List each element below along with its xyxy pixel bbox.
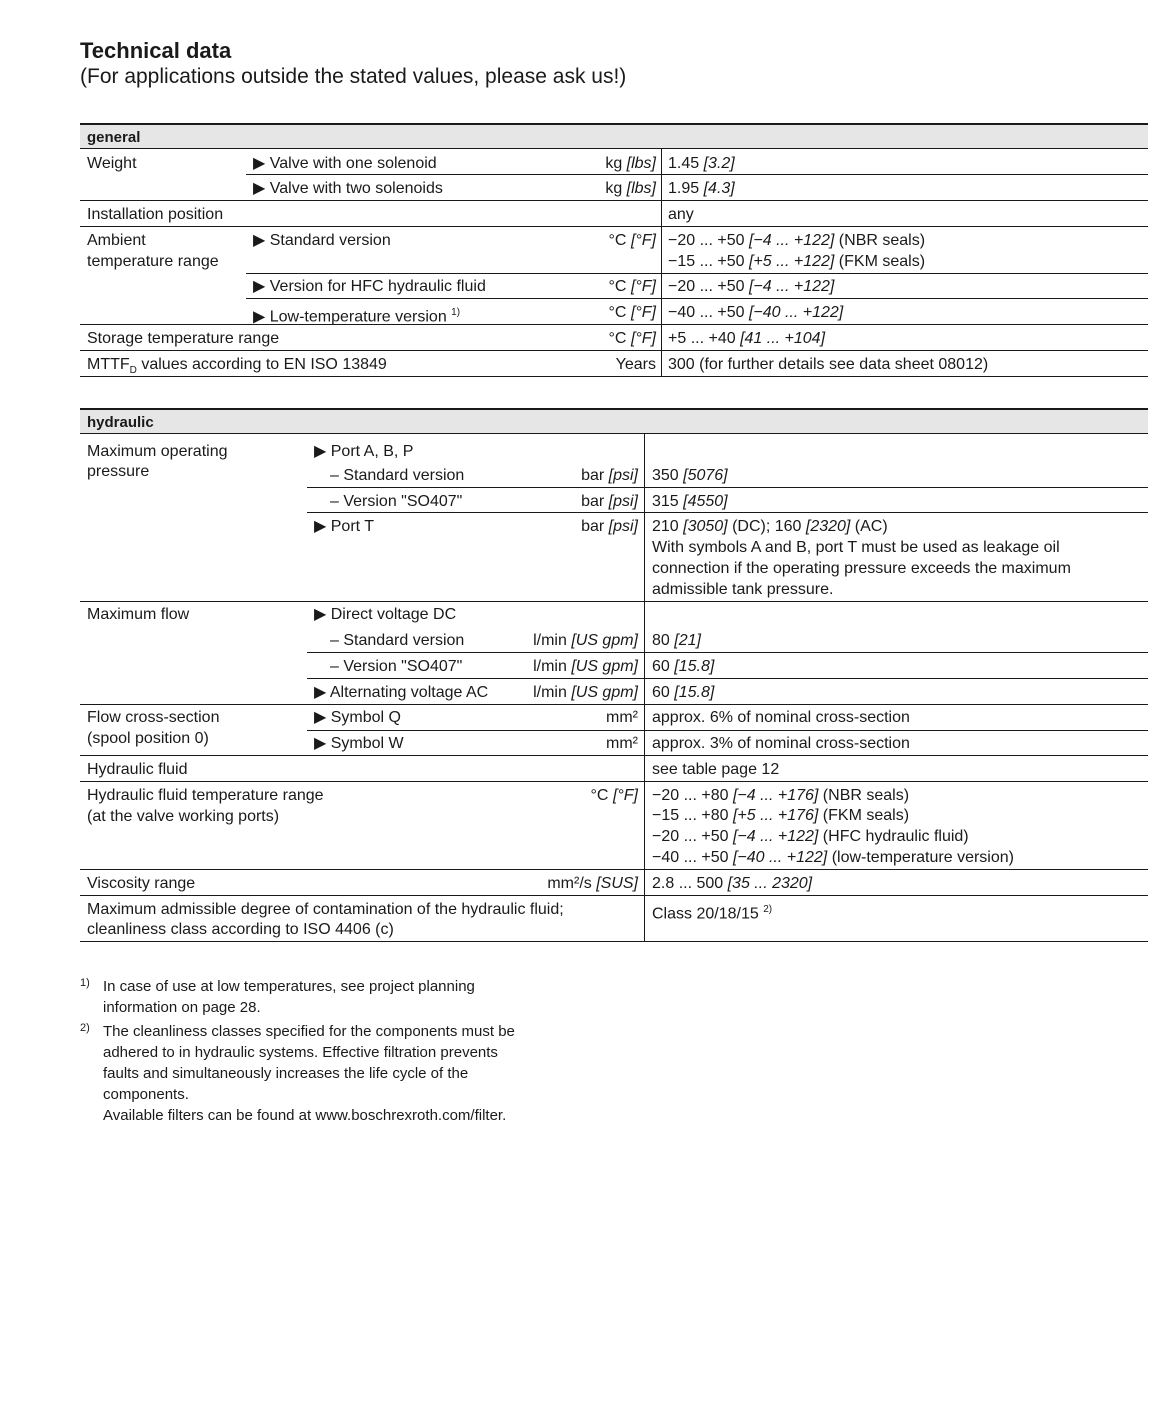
general-table (80, 123, 1148, 377)
pressure-std-value: 350 [5076] (652, 467, 728, 484)
viscosity-value: 2.8 ... 500 [35 ... 2320] (652, 875, 813, 892)
ambient-low-label: ▶ Low-temperature version $^{1)}$ (253, 307, 461, 326)
flow-std-unit: l/min [US gpm] (533, 632, 638, 649)
pressure-portt-value-1: 210 [3050] (DC); 160 [2320] (AC) (652, 518, 888, 535)
pressure-label-2: pressure (87, 463, 150, 480)
ambient-std-label: ▶ Standard version (253, 232, 391, 249)
page-subtitle: (For applications outside the stated values, please ask us!) (80, 65, 627, 88)
pressure-port-abp: ▶ Port A, B, P (314, 443, 414, 460)
flow-label: Maximum flow (87, 606, 190, 623)
pressure-std-unit: bar [psi] (581, 467, 638, 484)
hydraulic-table (80, 408, 1148, 943)
mttf-unit: Years (615, 356, 656, 373)
footnote-2-line: adhered to in hydraulic systems. Effective filtration prevents (103, 1044, 498, 1061)
cross-q-value: approx. 6% of nominal cross-section (652, 709, 910, 726)
page-title: Technical data (80, 38, 232, 63)
ambient-low-value: −40 ... +50 [−40 ... +122] (668, 304, 844, 321)
footnote-2-number: 2) (80, 1022, 90, 1034)
ambient-label-2: temperature range (87, 253, 219, 270)
weight-one-unit: kg [lbs] (605, 155, 656, 172)
flow-ac-unit: l/min [US gpm] (533, 684, 638, 701)
ambient-std-value-2: −15 ... +50 [+5 ... +122] (FKM seals) (668, 253, 926, 270)
cross-label-2: (spool position 0) (87, 730, 209, 747)
pressure-portt-label: ▶ Port T (314, 518, 375, 535)
general-heading: general (80, 123, 1148, 149)
fluid-temp-unit: °C [°F] (590, 787, 638, 804)
flow-ac-label: ▶ Alternating voltage AC (314, 684, 489, 701)
storage-label: Storage temperature range (87, 330, 280, 347)
fluid-temp-value-3: −20 ... +50 [−4 ... +122] (HFC hydraulic fluid) (652, 828, 969, 845)
footnote-1-line: information on page 28. (103, 999, 261, 1016)
fluid-temp-value-4: −40 ... +50 [−40 ... +122] (low-temperature version) (652, 849, 1014, 866)
ambient-hfc-value: −20 ... +50 [−4 ... +122] (668, 278, 835, 295)
fluid-temp-label-1: Hydraulic fluid temperature range (87, 787, 324, 804)
footnote-2-line: components. (103, 1086, 189, 1103)
cross-w-unit: mm² (606, 735, 638, 752)
fluid-temp-value-1: −20 ... +80 [−4 ... +176] (NBR seals) (652, 787, 910, 804)
pressure-portt-value-3: connection if the operating pressure exceeds the maximum (652, 560, 1071, 577)
cross-label-1: Flow cross-section (87, 709, 220, 726)
weight-label: Weight (87, 155, 137, 172)
footnote-1-number: 1) (80, 977, 90, 989)
ambient-std-value-1: −20 ... +50 [−4 ... +122] (NBR seals) (668, 232, 926, 249)
pressure-portt-value-2: With symbols A and B, port T must be used as leakage oil (652, 539, 1060, 556)
ambient-std-unit: °C [°F] (608, 232, 656, 249)
fluid-temp-label-2: (at the valve working ports) (87, 808, 280, 825)
weight-two-value: 1.95 [4.3] (668, 180, 735, 197)
cross-q-unit: mm² (606, 709, 638, 726)
weight-one-label: ▶ Valve with one solenoid (253, 155, 437, 172)
fluid-value: see table page 12 (652, 761, 780, 778)
flow-so-value: 60 [15.8] (652, 658, 715, 675)
flow-so-label: – Version "SO407" (330, 658, 463, 675)
footnote-2-line: faults and simultaneously increases the life cycle of the (103, 1065, 469, 1082)
flow-std-value: 80 [21] (652, 632, 701, 649)
contam-value: Class 20/18/15 $^{2)}$ (652, 904, 773, 923)
install-value: any (668, 206, 694, 223)
cross-w-label: ▶ Symbol W (314, 735, 404, 752)
pressure-so-unit: bar [psi] (581, 493, 638, 510)
pressure-portt-unit: bar [psi] (581, 518, 638, 535)
storage-value: +5 ... +40 [41 ... +104] (668, 330, 826, 347)
flow-std-label: – Standard version (330, 632, 465, 649)
mttf-label: $MTTF_D$ values according to EN ISO 13849 (87, 356, 387, 377)
viscosity-label: Viscosity range (87, 875, 196, 892)
cross-q-label: ▶ Symbol Q (314, 709, 401, 726)
contam-label-1: Maximum admissible degree of contamination of the hydraulic fluid; (87, 901, 564, 918)
install-label: Installation position (87, 206, 224, 223)
weight-one-value: 1.45 [3.2] (668, 155, 735, 172)
ambient-low-unit: °C [°F] (608, 304, 656, 321)
pressure-std-label: – Standard version (330, 467, 465, 484)
hydraulic-heading: hydraulic (80, 408, 1148, 434)
weight-two-unit: kg [lbs] (605, 180, 656, 197)
mttf-value: 300 (for further details see data sheet 08012) (668, 356, 989, 373)
flow-ac-value: 60 [15.8] (652, 684, 715, 701)
ambient-hfc-label: ▶ Version for HFC hydraulic fluid (253, 278, 486, 295)
storage-unit: °C [°F] (608, 330, 656, 347)
flow-so-unit: l/min [US gpm] (533, 658, 638, 675)
cross-w-value: approx. 3% of nominal cross-section (652, 735, 910, 752)
footnote-1-line: In case of use at low temperatures, see project planning (103, 978, 475, 995)
ambient-label-1: Ambient (87, 232, 146, 249)
viscosity-unit: mm²/s [SUS] (547, 875, 638, 892)
pressure-so-label: – Version "SO407" (330, 493, 463, 510)
ambient-hfc-unit: °C [°F] (608, 278, 656, 295)
contam-label-2: cleanliness class according to ISO 4406 (c) (87, 921, 394, 938)
fluid-label: Hydraulic fluid (87, 761, 188, 778)
pressure-label-1: Maximum operating (87, 443, 228, 460)
footnote-2-line: Available filters can be found at www.boschrexroth.com/filter. (103, 1107, 507, 1124)
fluid-temp-value-2: −15 ... +80 [+5 ... +176] (FKM seals) (652, 807, 910, 824)
flow-dc-label: ▶ Direct voltage DC (314, 606, 457, 623)
footnote-2-line: The cleanliness classes specified for the components must be (103, 1023, 515, 1040)
pressure-so-value: 315 [4550] (652, 493, 728, 510)
weight-two-label: ▶ Valve with two solenoids (253, 180, 443, 197)
pressure-portt-value-4: admissible tank pressure. (652, 581, 834, 598)
